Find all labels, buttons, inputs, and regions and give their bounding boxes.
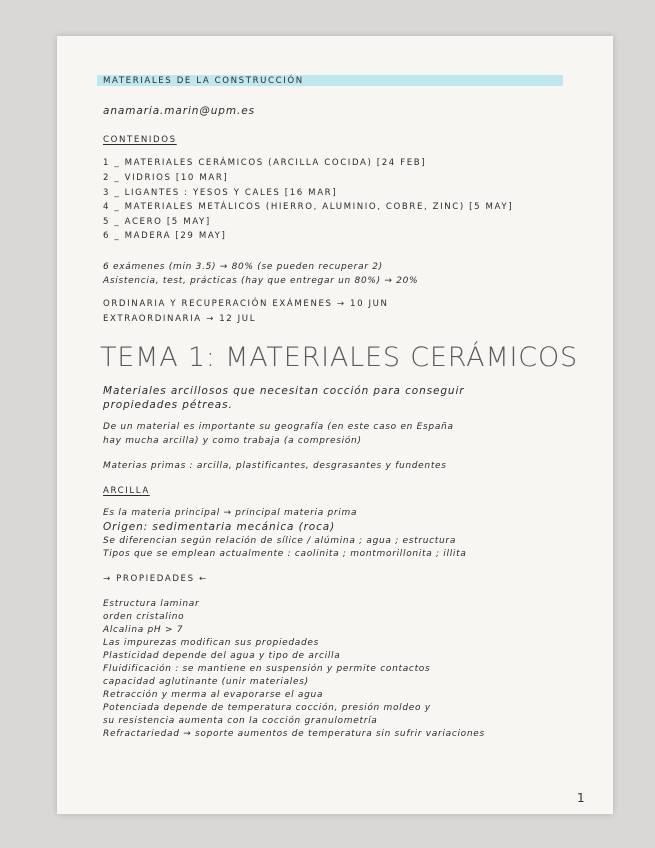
- email: anamaria.marin@upm.es: [103, 105, 255, 117]
- evaluation-line: EXTRAORDINARIA → 12 JUL: [103, 314, 257, 324]
- property-item: Potenciada depende de temperatura cocción, presión moldeo y: [103, 703, 431, 713]
- property-item: Las impurezas modifican sus propiedades: [103, 638, 320, 648]
- evaluation-line: 6 exámenes (min 3.5) → 80% (se pueden recuperar 2): [103, 262, 383, 272]
- paragraph-line: Materiales arcillosos que necesitan cocción para conseguir: [103, 385, 465, 397]
- arcilla-line: Es la materia principal → principal materia prima: [103, 508, 358, 518]
- contents-item: 5 _ ACERO [5 MAY]: [103, 217, 211, 227]
- property-item: su resistencia aumenta con la cocción granulometría: [103, 716, 378, 726]
- propiedades-heading: → PROPIEDADES ←: [103, 574, 208, 584]
- contents-item: 6 _ MADERA [29 MAY]: [103, 231, 227, 241]
- contents-heading: CONTENIDOS: [103, 135, 177, 145]
- arcilla-line: Origen: sedimentaria mecánica (roca): [103, 521, 336, 533]
- contents-item: 1 _ MATERIALES CERÁMICOS (ARCILLA COCIDA) [24 FEB]: [103, 158, 427, 168]
- property-item: Estructura laminar: [103, 599, 200, 609]
- paragraph-line: De un material es importante su geografía (en este caso en España: [103, 422, 454, 432]
- contents-item: 2 _ VIDRIOS [10 MAR]: [103, 173, 229, 183]
- document-title: MATERIALES DE LA CONSTRUCCIÓN: [103, 76, 304, 86]
- property-item: Fluidificación : se mantiene en suspensión y permite contactos: [103, 664, 431, 674]
- notebook-page: [57, 36, 613, 814]
- contents-item: 3 _ LIGANTES : YESOS Y CALES [16 MAR]: [103, 188, 338, 198]
- page-number: 1: [577, 791, 585, 805]
- property-item: orden cristalino: [103, 612, 185, 622]
- evaluation-line: Asistencia, test, prácticas (hay que entregar un 80%) → 20%: [103, 276, 419, 286]
- paragraph-line: hay mucha arcilla) y como trabaja (a compresión): [103, 436, 362, 446]
- property-item: capacidad aglutinante (unir materiales): [103, 677, 309, 687]
- arcilla-heading: ARCILLA: [103, 486, 150, 496]
- property-item: Alcalina pH > 7: [103, 625, 184, 635]
- paragraph-line: propiedades pétreas.: [103, 399, 233, 411]
- property-item: Retracción y merma al evaporarse el agua: [103, 690, 324, 700]
- property-item: Refractariedad → soporte aumentos de temperatura sin sufrir variaciones: [103, 729, 485, 739]
- contents-item: 4 _ MATERIALES METÁLICOS (HIERRO, ALUMINIO, COBRE, ZINC) [5 MAY]: [103, 202, 514, 212]
- paragraph-line: Materias primas : arcilla, plastificantes, desgrasantes y fundentes: [103, 461, 447, 471]
- property-item: Plasticidad depende del agua y tipo de arcilla: [103, 651, 341, 661]
- arcilla-line: Se diferencian según relación de sílice / alúmina ; agua ; estructura: [103, 536, 457, 546]
- tema-title: TEMA 1: MATERIALES CERÁMICOS: [100, 342, 578, 373]
- arcilla-line: Tipos que se emplean actualmente : caolinita ; montmorillonita ; illita: [103, 549, 467, 559]
- evaluation-line: ORDINARIA Y RECUPERACIÓN EXÁMENES → 10 JUN: [103, 299, 389, 309]
